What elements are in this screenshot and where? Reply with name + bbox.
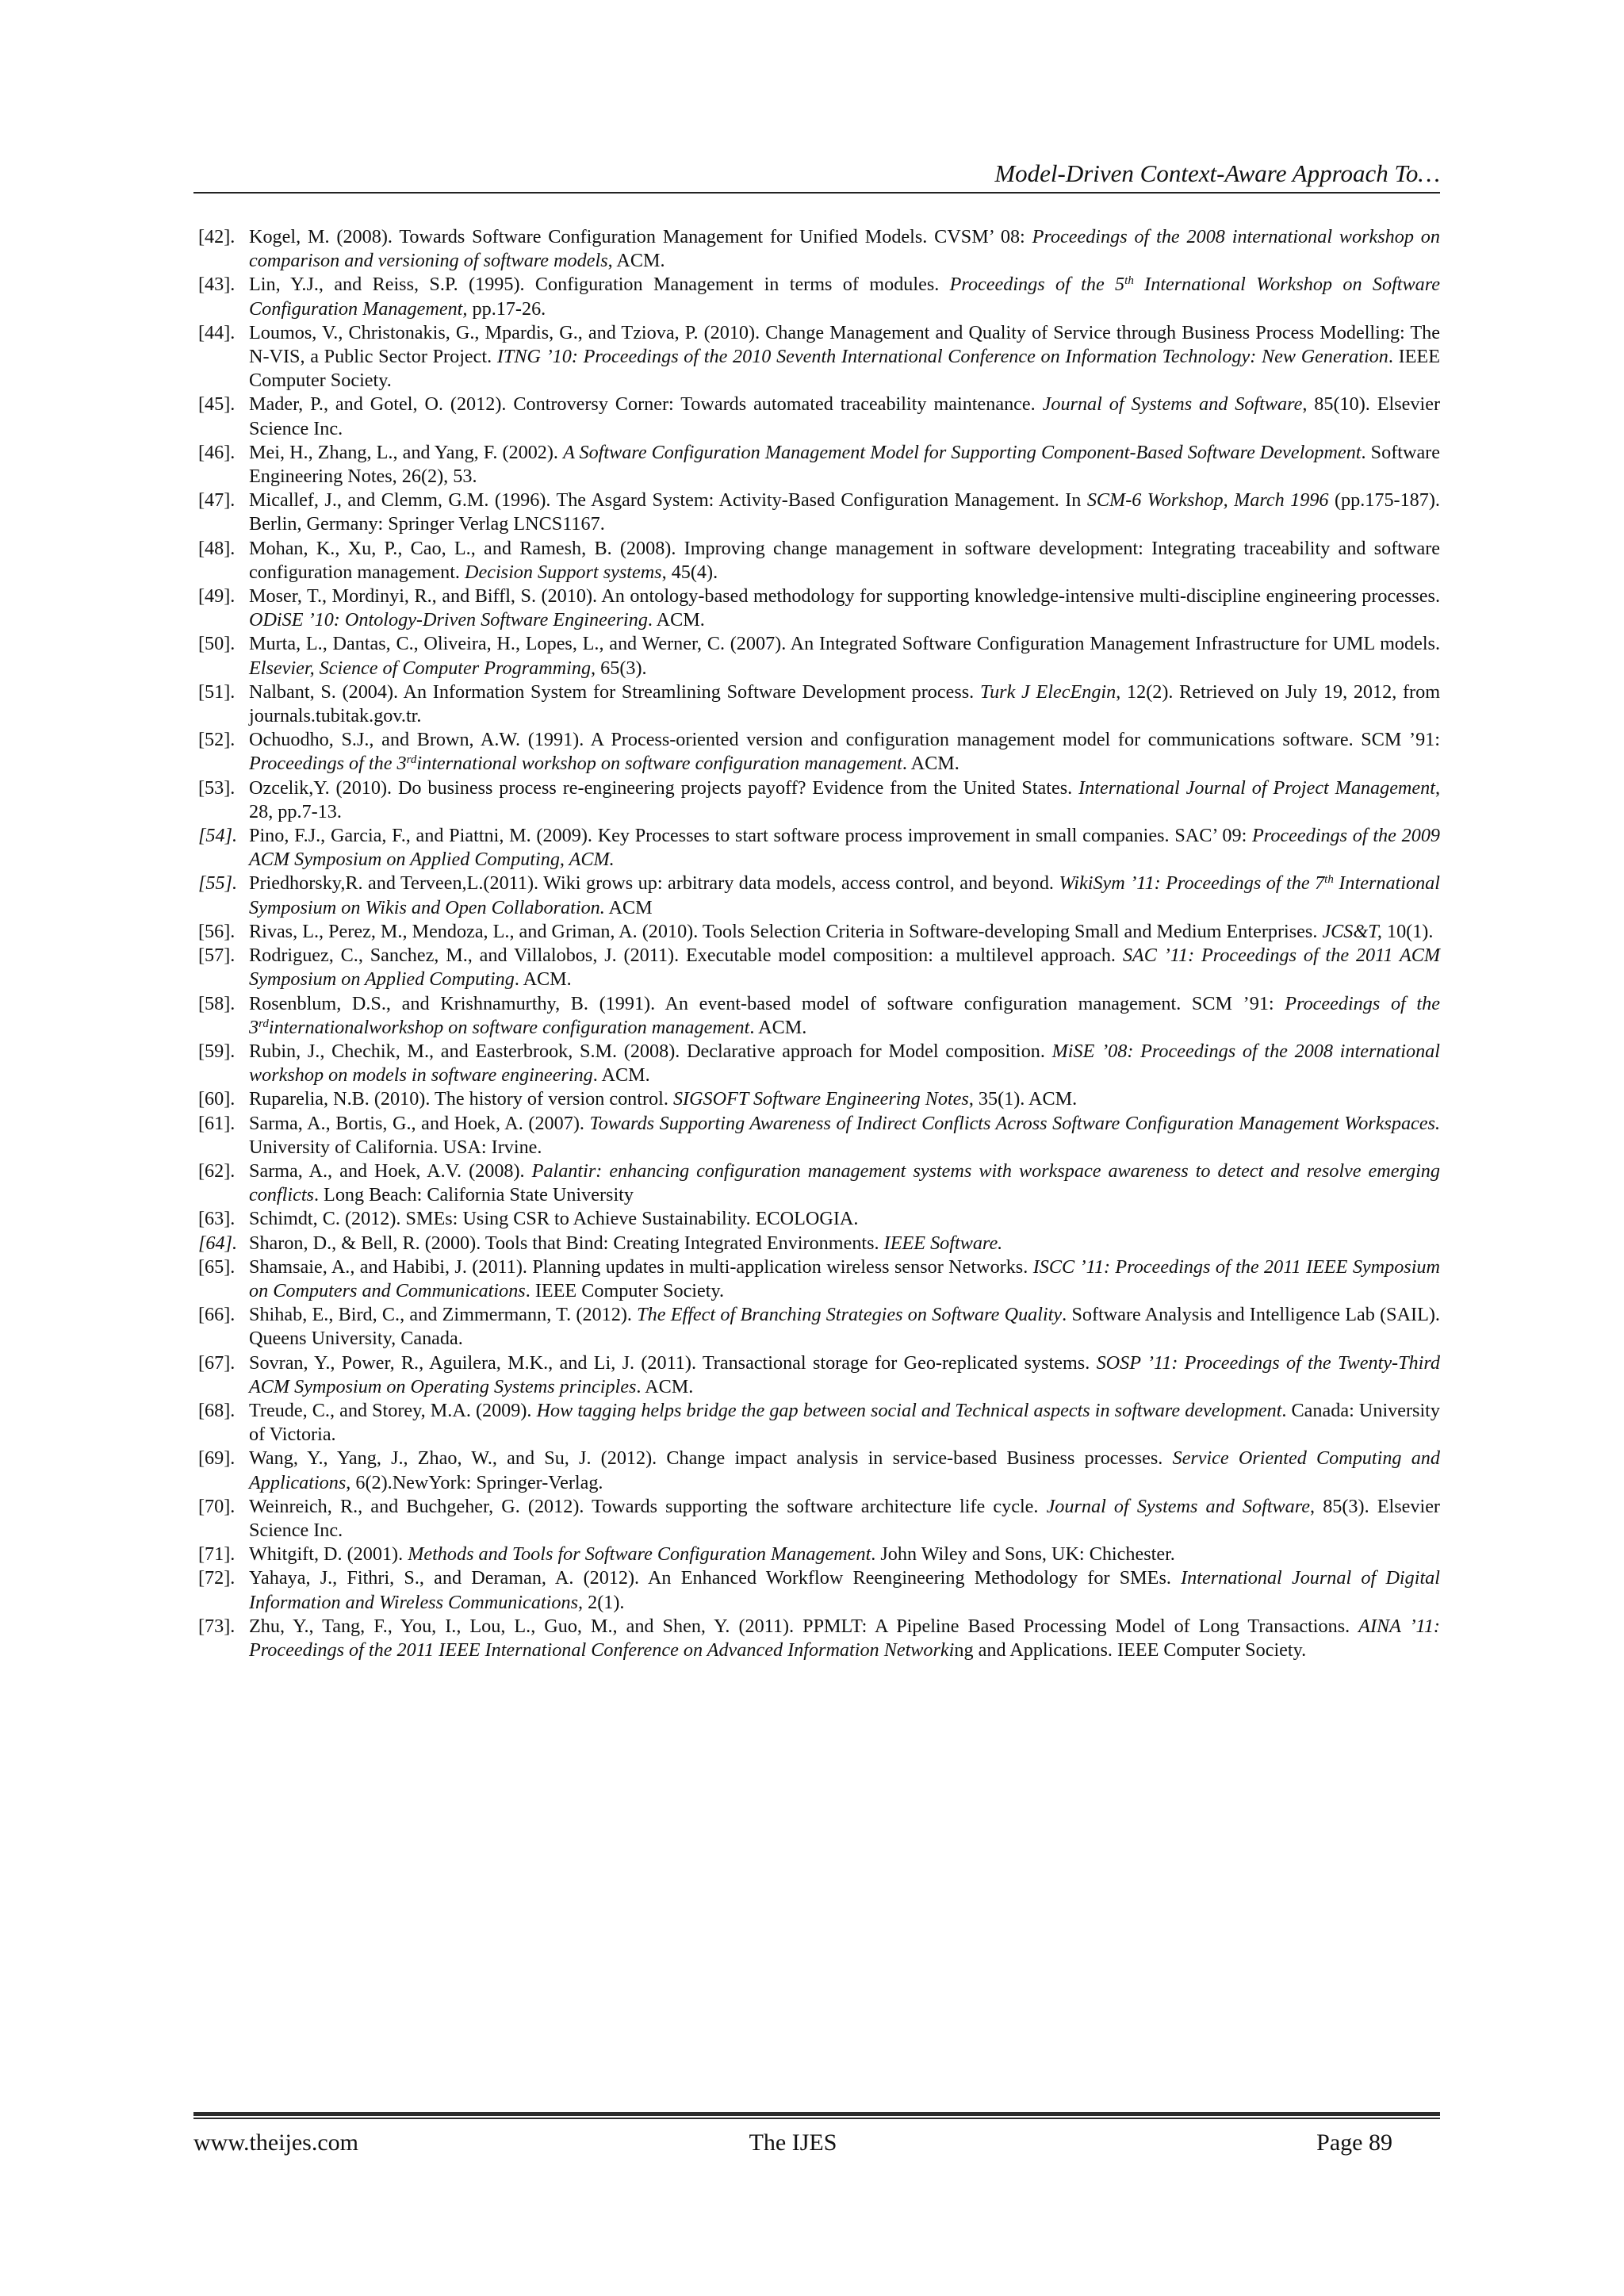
reference-item (198, 1615, 1440, 1662)
reference-item (198, 1351, 1440, 1399)
reference-text: The Effect of Branching Strategies on Software Quality (637, 1304, 1063, 1326)
reference-number: [72]. (198, 1567, 236, 1589)
reference-text: Rosenblum, D.S., and Krishnamurthy, B. (1991). An event-based model of software configuration management. SCM ’91: (249, 992, 1285, 1014)
reference-text: international workshop on software configuration management (416, 753, 902, 775)
reference-number: [42]. (198, 226, 236, 247)
reference-text: Rubin, J., Chechik, M., and Easterbrook, S.M. (2008). Declarative approach for Model composition. (249, 1040, 1052, 1062)
reference-number: [58]. (198, 992, 236, 1014)
reference-text: Sovran, Y., Power, R., Aguilera, M.K., and Li, J. (2011). Transactional storage for Geo-replicated systems. (249, 1351, 1097, 1374)
reference-number: [45]. (198, 393, 236, 416)
reference-item (198, 992, 1440, 1040)
reference-text: . ACM. (592, 1064, 650, 1087)
reference-text: Ochuodho, S.J., and Brown, A.W. (1991). A Process-oriented version and configuration management model for communications software. SCM ’91: (249, 729, 1440, 751)
reference-number: [44]. (198, 321, 236, 343)
reference-text: 10(1). (1381, 920, 1434, 942)
reference-text: Rivas, L., Perez, M., Mendoza, L., and Griman, A. (2010). Tools Selection Criteria in Software-developing Small and Medium Enterprises. (249, 920, 1323, 942)
reference-number: [69]. (198, 1447, 236, 1470)
reference-item (198, 1255, 1440, 1303)
reference-text: Journal of Systems and Software (1046, 1495, 1311, 1517)
reference-text: internationalworkshop on software configuration management (268, 1016, 750, 1038)
reference-text: International Journal of Project Management (1078, 776, 1435, 799)
reference-item (198, 225, 1440, 273)
reference-text: SIGSOFT Software Engineering Notes (672, 1088, 969, 1110)
reference-text: International Workshop on Software Configuration Management, (249, 274, 1440, 320)
footer-page-number: Page 89 (1316, 2129, 1392, 2156)
reference-number: [73]. (198, 1615, 236, 1637)
reference-superscript: th (1124, 274, 1134, 288)
reference-item (198, 393, 1440, 440)
reference-item (198, 872, 1440, 919)
reference-item (198, 1495, 1440, 1543)
reference-text: Palantir: enhancing configuration management systems with workspace awareness to detect and resolve emerging conflicts (249, 1159, 1440, 1206)
reference-number: [46]. (198, 441, 236, 463)
reference-text: Sharon, D., & Bell, R. (2000). Tools that Bind: Creating Integrated Environments. (249, 1232, 884, 1254)
reference-text: Ruparelia, N.B. (2010). The history of version control. (249, 1088, 673, 1110)
reference-item (198, 824, 1440, 872)
reference-item (198, 585, 1440, 632)
reference-number: [68]. (198, 1399, 236, 1421)
footer-divider-thin (193, 2118, 1440, 2119)
reference-text: Moser, T., Mordinyi, R., and Biffl, S. (2010). An ontology-based methodology for supporting knowledge-intensive multi-discipline engineering processes. (249, 585, 1440, 608)
reference-text: Ozcelik,Y. (2010). Do business process re-engineering projects payoff? Evidence from the United States. (249, 776, 1079, 799)
reference-text: Proceedings of the 2009 ACM Symposium on Applied Computing, ACM. (249, 825, 1441, 871)
reference-text: , ACM. (607, 250, 665, 272)
reference-text: WikiSym ’11: Proceedings of the 7 (1059, 872, 1325, 895)
reference-item (198, 489, 1440, 536)
reference-number: [59]. (198, 1040, 236, 1062)
reference-text: . ACM. (514, 968, 572, 991)
reference-text: Turk J ElecEngin (979, 680, 1116, 703)
reference-text: Journal of Systems and Software (1042, 393, 1303, 416)
reference-number: [54]. (198, 825, 238, 847)
reference-number: [67]. (198, 1351, 236, 1374)
reference-text: . Software Analysis and Intelligence Lab (SAIL). Queens University, Canada. (249, 1304, 1440, 1350)
reference-number: [56]. (198, 920, 236, 942)
reference-text: Priedhorsky,R. and Terveen,L.(2011). Wiki grows up: arbitrary data models, access control, and beyond. (249, 872, 1059, 895)
reference-text: Whitgift, D. (2001). (249, 1543, 408, 1566)
reference-number: [70]. (198, 1495, 236, 1517)
reference-text: International Symposium on Wikis and Open Collaboration. (249, 872, 1440, 918)
reference-item (198, 920, 1440, 944)
reference-item (198, 776, 1440, 824)
reference-text: Elsevier, Science of Computer Programming, (249, 657, 596, 679)
reference-text: Shamsaie, A., and Habibi, J. (2011). Planning updates in multi-application wireless sensor Networks. (249, 1255, 1033, 1278)
reference-text: 65(3). (596, 657, 647, 679)
reference-text: Towards Supporting Awareness of Indirect Conflicts Across Software Configuration Management Workspaces. (589, 1112, 1440, 1134)
reference-number: [50]. (198, 633, 236, 655)
reference-text: . ACM. (636, 1375, 694, 1397)
reference-text: Methods and Tools for Software Configuration Management (408, 1543, 871, 1566)
reference-text: (pp.175-187). Berlin, Germany: Springer Verlag LNCS1167. (249, 489, 1440, 535)
reference-number: [61]. (198, 1112, 236, 1134)
reference-text: SAC ’11: Proceedings of the 2011 ACM Symposium on Applied Computing (249, 945, 1440, 991)
reference-text: International Journal of Digital Information and Wireless Communications, (249, 1567, 1440, 1613)
footer-journal: The IJES (749, 2129, 837, 2156)
reference-item (198, 728, 1440, 776)
reference-text: ITNG ’10: Proceedings of the 2010 Seventh International Conference on Information Technology: New Generation (496, 346, 1388, 368)
reference-text: Wang, Y., Yang, J., Zhao, W., and Su, J. (2012). Change impact analysis in service-based Business processes. (249, 1447, 1173, 1470)
reference-number: [55]. (198, 872, 238, 895)
reference-item (198, 1447, 1440, 1494)
reference-text: ODiSE ’10: Ontology-Driven Software Engineering (249, 609, 648, 631)
reference-text: Sarma, A., and Hoek, A.V. (2008). (249, 1159, 532, 1182)
page-footer (193, 2129, 1392, 2157)
reference-text: Decision Support systems (465, 561, 662, 583)
reference-item (198, 1207, 1440, 1231)
reference-number: [63]. (198, 1208, 236, 1230)
reference-text: A Software Configuration Management Model for Supporting Component-Based Software Development (563, 441, 1362, 463)
reference-number: [65]. (198, 1255, 236, 1278)
reference-item (198, 1399, 1440, 1447)
reference-item (198, 1303, 1440, 1351)
reference-number: [57]. (198, 945, 236, 967)
reference-text: Mader, P., and Gotel, O. (2012). Controversy Corner: Towards automated traceability maintenance. (249, 393, 1043, 416)
reference-text: Proceedings of the 3 (249, 753, 407, 775)
reference-text: Kogel, M. (2008). Towards Software Configuration Management for Unified Models. CVSM’ 08: (249, 226, 1032, 247)
reference-text: Schimdt, C. (2012). SMEs: Using CSR to Achieve Sustainability. ECOLOGIA. (249, 1208, 859, 1230)
reference-text: ISCC ’11: Proceedings of the 2011 IEEE Symposium on Computers and Communications (249, 1255, 1440, 1301)
reference-text: Weinreich, R., and Buchgeher, G. (2012). Towards supporting the software architecture life cycle. (249, 1495, 1047, 1517)
reference-item (198, 1159, 1440, 1207)
reference-superscript: th (1324, 873, 1334, 887)
reference-text: 2(1). (583, 1591, 625, 1613)
reference-text: University of California. USA: Irvine. (249, 1136, 542, 1158)
reference-text: MiSE ’08: Proceedings of the 2008 international workshop on models in software engineering (249, 1040, 1440, 1087)
reference-text: , 12(2). Retrieved on July 19, 2012, from journals.tubitak.gov.tr. (249, 680, 1441, 727)
reference-item (198, 1543, 1440, 1566)
reference-number: [64]. (198, 1232, 238, 1254)
reference-text: . Long Beach: California State University (313, 1184, 634, 1206)
reference-text: . ACM. (902, 753, 959, 775)
reference-item (198, 537, 1440, 585)
reference-text: , 45(4). (661, 561, 718, 583)
reference-text: ACM (604, 896, 653, 918)
reference-number: [49]. (198, 585, 236, 608)
reference-item (198, 1087, 1440, 1111)
reference-item (198, 632, 1440, 680)
reference-item (198, 273, 1440, 320)
reference-number: [47]. (198, 489, 236, 512)
footer-divider (193, 2112, 1440, 2116)
reference-text: Micallef, J., and Clemm, G.M. (1996). The Asgard System: Activity-Based Configuration Management. In (249, 489, 1087, 512)
reference-text: . Software Engineering Notes, 26(2), 53. (249, 441, 1440, 488)
reference-item (198, 1232, 1440, 1255)
reference-text: IEEE Software. (883, 1232, 1003, 1254)
reference-text: Mohan, K., Xu, P., Cao, L., and Ramesh, B. (2008). Improving change management in software development: Integrating traceability and software configuration management. (249, 537, 1440, 583)
reference-text: Yahaya, J., Fithri, S., and Deraman, A. (2012). An Enhanced Workflow Reengineering Methodology for SMEs. (249, 1567, 1182, 1589)
reference-text: Murta, L., Dantas, C., Oliveira, H., Lopes, L., and Werner, C. (2007). An Integrated Software Configuration Management Infrastructure for UML models. (249, 633, 1440, 655)
reference-number: [52]. (198, 729, 236, 751)
reference-text: . IEEE Computer Society. (249, 346, 1440, 392)
reference-superscript: rd (259, 1017, 269, 1030)
reference-superscript: rd (406, 753, 417, 767)
reference-list (198, 225, 1440, 1662)
running-header: Model-Driven Context-Aware Approach To… (994, 159, 1440, 187)
reference-number: [60]. (198, 1088, 236, 1110)
reference-text: , 28, pp.7-13. (249, 776, 1440, 822)
reference-text: Proceedings of the 3 (249, 992, 1440, 1038)
reference-text: , 85(3). Elsevier Science Inc. (249, 1495, 1440, 1541)
reference-text: , 85(10). Elsevier Science Inc. (249, 393, 1440, 439)
reference-text: Shihab, E., Bird, C., and Zimmermann, T. (2012). (249, 1304, 638, 1326)
reference-text: Rodriguez, C., Sanchez, M., and Villalobos, J. (2011). Executable model composition: a multilevel approach. (249, 945, 1123, 967)
reference-text: Proceedings of the 5 (949, 274, 1125, 296)
reference-number: [53]. (198, 776, 236, 799)
reference-number: [51]. (198, 680, 236, 703)
reference-text: Sarma, A., Bortis, G., and Hoek, A. (2007). (249, 1112, 590, 1134)
reference-text: Loumos, V., Christonakis, G., Mpardis, G., and Tziova, P. (2010). Change Management and Quality of Service through Business Process Modelling: The N-VIS, a Public Sector Project. (249, 321, 1440, 368)
reference-text: How tagging helps bridge the gap between social and Technical aspects in software development (536, 1399, 1282, 1421)
reference-text: Mei, H., Zhang, L., and Yang, F. (2002). (249, 441, 564, 463)
reference-text: SCM-6 Workshop, March 1996 (1086, 489, 1329, 512)
header-divider (193, 192, 1440, 194)
reference-text: Nalbant, S. (2004). An Information System for Streamlining Software Development process. (249, 680, 980, 703)
reference-item (198, 321, 1440, 393)
reference-text: pp.17-26. (467, 297, 546, 320)
reference-item (198, 680, 1440, 728)
reference-number: [66]. (198, 1304, 236, 1326)
reference-number: [43]. (198, 274, 236, 296)
reference-item (198, 441, 1440, 489)
reference-item (198, 1566, 1440, 1614)
reference-text: Proceedings of the 2008 international workshop on comparison and versioning of software models (249, 226, 1440, 272)
footer-website: www.theijes.com (193, 2129, 359, 2156)
reference-text: Lin, Y.J., and Reiss, S.P. (1995). Configuration Management in terms of modules. (249, 274, 950, 296)
reference-text: , 6(2).NewYork: Springer-Verlag. (346, 1471, 603, 1493)
reference-text: JCS&T, (1322, 920, 1382, 942)
reference-item (198, 1112, 1440, 1159)
reference-item (198, 944, 1440, 991)
reference-text: . IEEE Computer Society. (525, 1279, 725, 1301)
reference-item (198, 1040, 1440, 1087)
reference-text: Zhu, Y., Tang, F., You, I., Lou, L., Guo, M., and Shen, Y. (2011). PPMLT: A Pipeline Based Processing Model of Long Transactions. (249, 1615, 1359, 1637)
reference-text: Treude, C., and Storey, M.A. (2009). (249, 1399, 537, 1421)
reference-number: [48]. (198, 537, 236, 559)
reference-text: Pino, F.J., Garcia, F., and Piattni, M. (2009). Key Processes to start software process improvement in small companies. SAC’ 09: (249, 825, 1253, 847)
reference-text: , 35(1). ACM. (968, 1088, 1078, 1110)
reference-text: . ACM. (749, 1016, 807, 1038)
reference-text: SOSP ’11: Proceedings of the Twenty-Third ACM Symposium on Operating Systems principles (249, 1351, 1440, 1397)
reference-number: [71]. (198, 1543, 236, 1566)
reference-text: ng and Applications. IEEE Computer Society. (954, 1639, 1307, 1661)
reference-text: . John Wiley and Sons, UK: Chichester. (871, 1543, 1175, 1566)
reference-number: [62]. (198, 1159, 236, 1182)
reference-text: Service Oriented Computing and Applications (249, 1447, 1440, 1493)
reference-text: . ACM. (647, 609, 705, 631)
reference-text: AINA ’11: Proceedings of the 2011 IEEE International Conference on Advanced Information Networki (249, 1615, 1440, 1661)
reference-text: . Canada: University of Victoria. (249, 1399, 1440, 1446)
